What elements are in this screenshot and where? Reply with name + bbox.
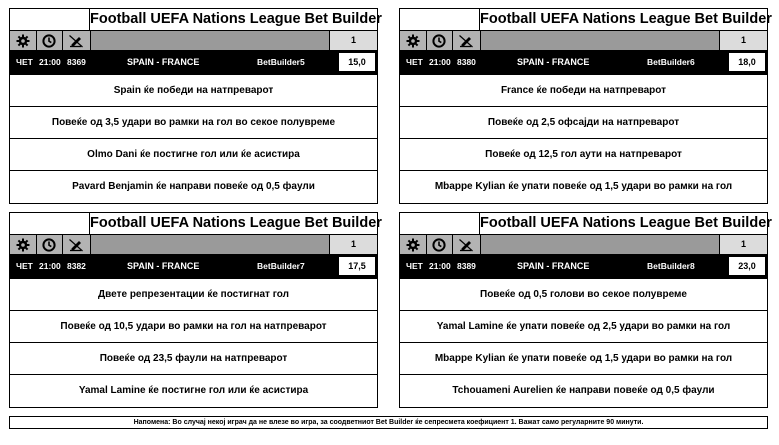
- gear-icon[interactable]: [10, 31, 37, 50]
- match-day: ЧЕТ: [16, 57, 33, 67]
- bet-builder-name: BetBuilder6: [647, 57, 695, 67]
- icon-bar: [90, 235, 329, 254]
- match-info-row: [10, 50, 377, 74]
- match-teams: SPAIN - FRANCE: [127, 57, 200, 67]
- title-spacer: [400, 9, 480, 30]
- bet-builder-name: BetBuilder5: [257, 57, 305, 67]
- selection-row: Mbappe Kylian ќе упати повеќе од 1,5 удари во рамки на гол: [400, 342, 767, 374]
- odds-value[interactable]: 17,5: [339, 257, 375, 275]
- selection-row: Повеќе од 12,5 гол аути на натпреварот: [400, 138, 767, 170]
- card-title: Football UEFA Nations League Bet Builder: [90, 215, 382, 231]
- icon-row: [10, 234, 377, 254]
- bet-builder-card: [399, 8, 772, 204]
- card-header: [10, 9, 382, 30]
- selection-row: France ќе победи на натпреварот: [400, 74, 767, 106]
- selection-row: Tchouameni Aurelien ќе направи повеќе од 0,5 фаули: [400, 374, 767, 407]
- match-time: 21:00: [429, 57, 451, 67]
- card-header: [10, 213, 382, 234]
- selection-row: Повеќе од 3,5 удари во рамки на гол во секое полувреме: [10, 106, 377, 138]
- bet-builder-card: [9, 212, 382, 408]
- selection-row: Повеќе од 10,5 удари во рамки на гол на натпреварот: [10, 310, 377, 342]
- selection-row: Yamal Lamine ќе постигне гол или ќе асистира: [10, 374, 377, 407]
- gear-icon[interactable]: [10, 235, 37, 254]
- bet-builder-card: [399, 212, 772, 408]
- icon-row: [10, 30, 377, 50]
- icon-group: [10, 31, 90, 50]
- clock-icon[interactable]: [37, 31, 64, 50]
- card-header: [400, 9, 772, 30]
- no-edit-icon[interactable]: [63, 235, 90, 254]
- clock-icon[interactable]: [427, 235, 454, 254]
- card-title: Football UEFA Nations League Bet Builder: [90, 11, 382, 27]
- title-spacer: [10, 9, 90, 30]
- match-time: 21:00: [39, 261, 61, 271]
- count-badge: 1: [329, 31, 377, 50]
- odds-value[interactable]: 18,0: [729, 53, 765, 71]
- match-day: ЧЕТ: [16, 261, 33, 271]
- match-code: 8369: [67, 57, 86, 67]
- selection-row: Повеќе од 0,5 голови во секое полувреме: [400, 278, 767, 310]
- selection-row: Повеќе од 2,5 офсајди на натпреварот: [400, 106, 767, 138]
- no-edit-icon[interactable]: [63, 31, 90, 50]
- selection-row: Spain ќе победи на натпреварот: [10, 74, 377, 106]
- odds-value[interactable]: 23,0: [729, 257, 765, 275]
- clock-icon[interactable]: [37, 235, 64, 254]
- clock-icon[interactable]: [427, 31, 454, 50]
- card-title: Football UEFA Nations League Bet Builder: [480, 11, 772, 27]
- match-code: 8382: [67, 261, 86, 271]
- footnote: Напомена: Во случај некој играч да не влезе во игра, за соодветниот Bet Builder ќе сепресмета коефициент 1. Важат само регуларните 90 минути.: [9, 416, 768, 429]
- no-edit-icon[interactable]: [453, 235, 480, 254]
- match-teams: SPAIN - FRANCE: [127, 261, 200, 271]
- match-info-row: [400, 50, 767, 74]
- title-spacer: [10, 213, 90, 234]
- selection-row: Yamal Lamine ќе упати повеќе од 2,5 удари во рамки на гол: [400, 310, 767, 342]
- icon-row: [400, 30, 767, 50]
- selection-row: Повеќе од 23,5 фаули на натпреварот: [10, 342, 377, 374]
- match-time: 21:00: [39, 57, 61, 67]
- match-code: 8389: [457, 261, 476, 271]
- match-info-row: [400, 254, 767, 278]
- count-badge: 1: [719, 235, 767, 254]
- icon-bar: [90, 31, 329, 50]
- count-badge: 1: [719, 31, 767, 50]
- match-day: ЧЕТ: [406, 57, 423, 67]
- selection-row: Двете репрезентации ќе постигнат гол: [10, 278, 377, 310]
- card-title: Football UEFA Nations League Bet Builder: [480, 215, 772, 231]
- count-badge: 1: [329, 235, 377, 254]
- title-spacer: [400, 213, 480, 234]
- selection-row: Pavard Benjamin ќе направи повеќе од 0,5 фаули: [10, 170, 377, 203]
- icon-bar: [480, 235, 719, 254]
- selection-row: Mbappe Kylian ќе упати повеќе од 1,5 удари во рамки на гол: [400, 170, 767, 203]
- match-teams: SPAIN - FRANCE: [517, 261, 590, 271]
- selection-row: Olmo Dani ќе постигне гол или ќе асистира: [10, 138, 377, 170]
- icon-group: [10, 235, 90, 254]
- match-day: ЧЕТ: [406, 261, 423, 271]
- match-time: 21:00: [429, 261, 451, 271]
- no-edit-icon[interactable]: [453, 31, 480, 50]
- card-header: [400, 213, 772, 234]
- icon-bar: [480, 31, 719, 50]
- icon-row: [400, 234, 767, 254]
- odds-value[interactable]: 15,0: [339, 53, 375, 71]
- match-info-row: [10, 254, 377, 278]
- bet-builder-card: [9, 8, 382, 204]
- bet-builder-name: BetBuilder7: [257, 261, 305, 271]
- bet-builder-name: BetBuilder8: [647, 261, 695, 271]
- match-teams: SPAIN - FRANCE: [517, 57, 590, 67]
- gear-icon[interactable]: [400, 31, 427, 50]
- icon-group: [400, 31, 480, 50]
- gear-icon[interactable]: [400, 235, 427, 254]
- icon-group: [400, 235, 480, 254]
- match-code: 8380: [457, 57, 476, 67]
